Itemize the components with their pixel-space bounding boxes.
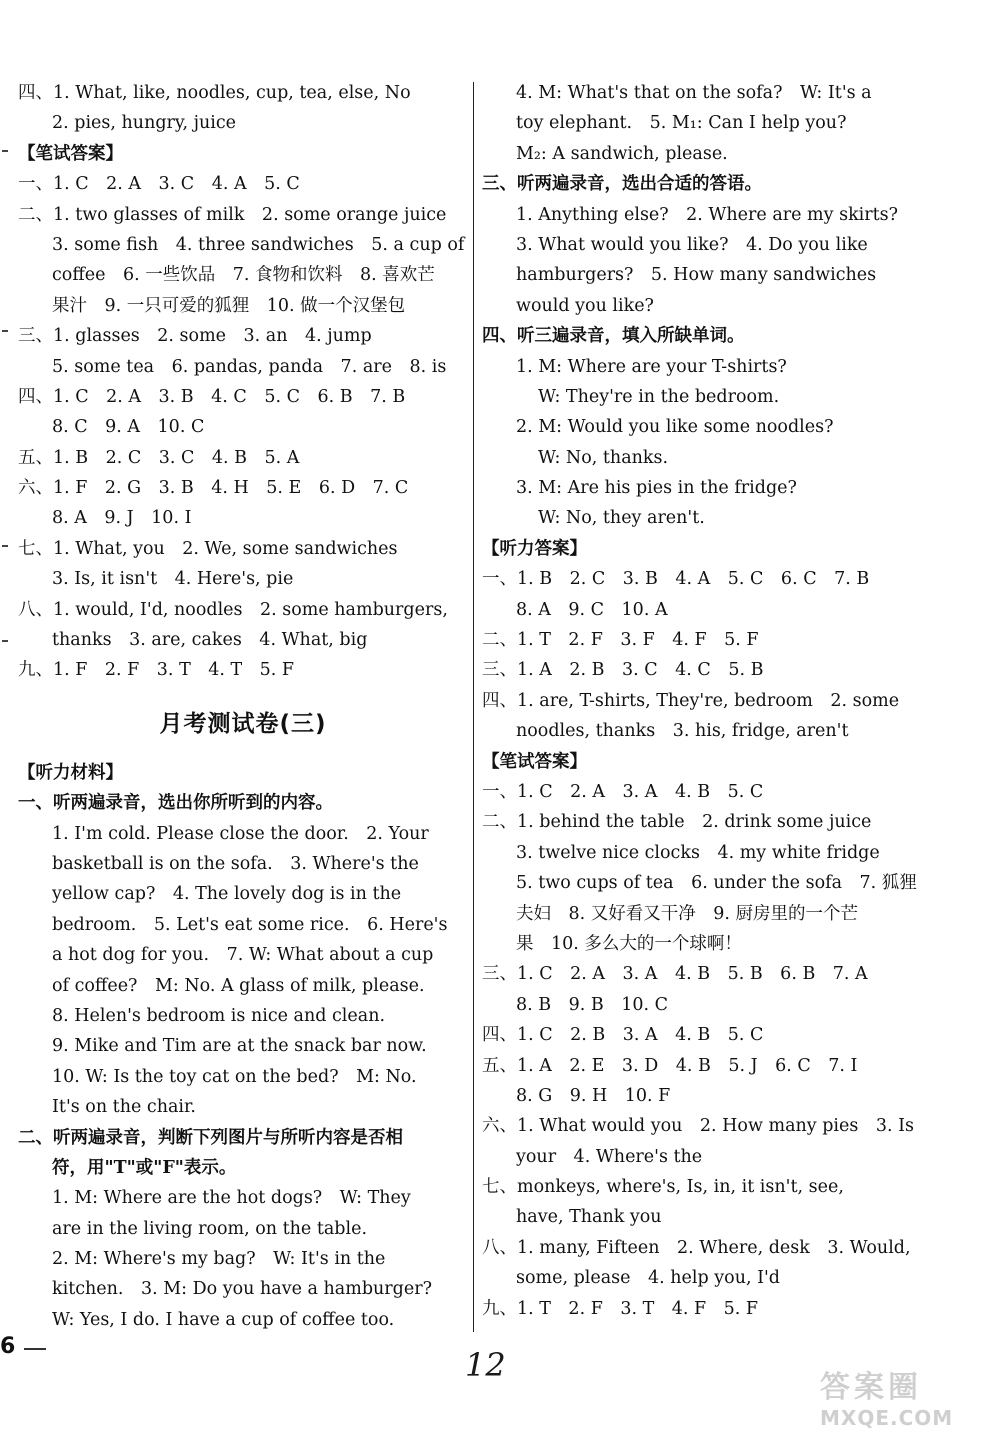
text-line: 2. M: Would you like some noodles?	[516, 417, 834, 438]
text-line: 1. I'm cold. Please close the door. 2. Your	[52, 823, 429, 844]
text-line: W: No, thanks.	[538, 447, 669, 468]
text-line: some, please 4. help you, I'd	[516, 1268, 781, 1289]
right-answers-block	[482, 78, 927, 1324]
text-line: M₂: A sandwich, please.	[516, 143, 728, 164]
text-line: 符，用"T"或"F"表示。	[52, 1157, 237, 1178]
text-line: 3. M: Are his pies in the fridge?	[516, 478, 797, 499]
text-line: your 4. Where's the	[516, 1146, 703, 1167]
text-line: 三、1. A 2. B 3. C 4. C 5. B	[482, 660, 764, 681]
handwritten-page-number: 12	[465, 1346, 506, 1384]
text-line: 四、1. C 2. A 3. B 4. C 5. C 6. B 7. B	[18, 386, 406, 407]
text-line: 二、1. two glasses of milk 2. some orange juice	[18, 204, 447, 225]
text-line: would you like?	[516, 295, 654, 316]
text-line: 果 10. 多么大的一个球啊！	[516, 933, 742, 954]
text-line: 【笔试答案】	[18, 143, 123, 164]
text-line: 3. some fish 4. three sandwiches 5. a cup of	[52, 234, 465, 255]
text-line: 一、1. C 2. A 3. C 4. A 5. C	[18, 174, 300, 195]
text-line: bedroom. 5. Let's eat some rice. 6. Here's	[52, 914, 448, 935]
text-line: 【听力答案】	[482, 538, 587, 559]
text-line: 8. B 9. B 10. C	[516, 994, 669, 1015]
text-line: 3. What would you like? 4. Do you like	[516, 234, 868, 255]
text-line: 五、1. B 2. C 3. C 4. B 5. A	[18, 447, 300, 468]
text-line: 【听力材料】	[18, 762, 123, 783]
text-line: 四、听三遍录音，填入所缺单词。	[482, 326, 745, 347]
text-line: 8. G 9. H 10. F	[516, 1085, 671, 1106]
margin-mark	[2, 640, 8, 642]
text-line: 5. two cups of tea 6. under the sofa 7. 狐狸	[516, 873, 917, 894]
margin-mark	[2, 150, 8, 152]
text-line: coffee 6. 一些饮品 7. 食物和饮料 8. 喜欢芒	[52, 265, 435, 286]
text-line: W: They're in the bedroom.	[538, 386, 780, 407]
text-line: 一、1. B 2. C 3. B 4. A 5. C 6. C 7. B	[482, 569, 870, 590]
margin-mark	[2, 330, 8, 332]
text-line: 9. Mike and Tim are at the snack bar now.	[52, 1036, 427, 1057]
text-line: 一、听两遍录音，选出你所听到的内容。	[18, 793, 333, 814]
text-line: 一、1. C 2. A 3. A 4. B 5. C	[482, 781, 764, 802]
section-title: 月考测试卷(三)	[159, 710, 327, 737]
text-line: 二、1. T 2. F 3. F 4. F 5. F	[482, 630, 759, 651]
text-line: 【笔试答案】	[482, 751, 587, 772]
text-line: W: No, they aren't.	[538, 508, 705, 529]
text-line: 八、1. many, Fifteen 2. Where, desk 3. Would,	[482, 1237, 911, 1258]
listening-material-block	[18, 758, 468, 1335]
text-line: 10. W: Is the toy cat on the bed? M: No.	[52, 1066, 417, 1087]
text-line: 三、听两遍录音，选出合适的答语。	[482, 174, 762, 195]
text-line: 夫妇 8. 又好看又干净 9. 厨房里的一个芒	[516, 903, 859, 924]
text-line: 三、1. glasses 2. some 3. an 4. jump	[18, 326, 372, 347]
text-line: toy elephant. 5. M₁: Can I help you?	[516, 113, 847, 134]
watermark-top: 答案圈	[820, 1370, 922, 1405]
text-line: noodles, thanks 3. his, fridge, aren't	[516, 721, 849, 742]
watermark-logo	[820, 1362, 990, 1432]
text-line: of coffee? M: No. A glass of milk, please.	[52, 975, 425, 996]
text-line: 3. twelve nice clocks 4. my white fridge	[516, 842, 880, 863]
text-line: 4. M: What's that on the sofa? W: It's a	[516, 83, 872, 103]
text-line: 九、1. T 2. F 3. T 4. F 5. F	[482, 1298, 759, 1319]
text-line: 5. some tea 6. pandas, panda 7. are 8. is	[52, 356, 447, 377]
text-line: 四、1. C 2. B 3. A 4. B 5. C	[482, 1025, 764, 1046]
text-line: hamburgers? 5. How many sandwiches	[516, 265, 877, 286]
text-line: 二、1. behind the table 2. drink some juice	[482, 812, 872, 833]
text-line: yellow cap? 4. The lovely dog is in the	[52, 884, 402, 905]
text-line: 四、1. What, like, noodles, cup, tea, else, No	[18, 83, 411, 103]
text-line: 1. Anything else? 2. Where are my skirts?	[516, 204, 899, 225]
text-line: 8. Helen's bedroom is nice and clean.	[52, 1005, 386, 1026]
left-answers-block	[18, 78, 468, 686]
text-line: basketball is on the sofa. 3. Where's the	[52, 853, 419, 874]
text-line: 1. M: Where are the hot dogs? W: They	[52, 1188, 411, 1209]
text-line: thanks 3. are, cakes 4. What, big	[52, 630, 368, 651]
text-line: 七、monkeys, where's, Is, in, it isn't, see,	[482, 1177, 844, 1198]
left-column	[18, 78, 468, 1335]
text-line: 二、听两遍录音，判断下列图片与所听内容是否相	[18, 1127, 403, 1148]
text-line: 8. C 9. A 10. C	[52, 417, 205, 438]
text-line: 三、1. C 2. A 3. A 4. B 5. B 6. B 7. A	[482, 964, 868, 985]
text-line: 八、1. would, I'd, noodles 2. some hamburgers,	[18, 599, 448, 620]
text-line: 九、1. F 2. F 3. T 4. T 5. F	[18, 660, 295, 681]
text-line: a hot dog for you. 7. W: What about a cup	[52, 945, 434, 966]
text-line: 六、1. F 2. G 3. B 4. H 5. E 6. D 7. C	[18, 478, 409, 499]
text-line: 七、1. What, you 2. We, some sandwiches	[18, 538, 398, 559]
text-line: are in the living room, on the table.	[52, 1218, 368, 1239]
watermark-bottom: MXQE.COM	[820, 1406, 954, 1430]
margin-mark	[2, 545, 8, 547]
page-number-dash	[24, 1348, 46, 1350]
text-line: It's on the chair.	[52, 1097, 196, 1118]
text-line: 2. pies, hungry, juice	[52, 113, 237, 134]
text-line: 1. M: Where are your T-shirts?	[516, 356, 787, 377]
text-line: have, Thank you	[516, 1207, 662, 1228]
text-line: 8. A 9. J 10. I	[52, 508, 192, 529]
text-line: 四、1. are, T-shirts, They're, bedroom 2. some	[482, 690, 900, 711]
text-line: 2. M: Where's my bag? W: It's in the	[52, 1249, 386, 1270]
page-number: 6	[0, 1334, 16, 1359]
text-line: 六、1. What would you 2. How many pies 3. Is	[482, 1116, 915, 1137]
text-line: 五、1. A 2. E 3. D 4. B 5. J 6. C 7. I	[482, 1055, 858, 1076]
text-line: W: Yes, I do. I have a cup of coffee too.	[52, 1309, 395, 1330]
right-column	[482, 78, 927, 1324]
text-line: 果汁 9. 一只可爱的狐狸 10. 做一个汉堡包	[52, 295, 406, 316]
text-line: 8. A 9. C 10. A	[516, 599, 668, 620]
text-line: 3. Is, it isn't 4. Here's, pie	[52, 569, 294, 590]
column-divider	[473, 82, 474, 1332]
text-line: kitchen. 3. M: Do you have a hamburger?	[52, 1279, 432, 1300]
